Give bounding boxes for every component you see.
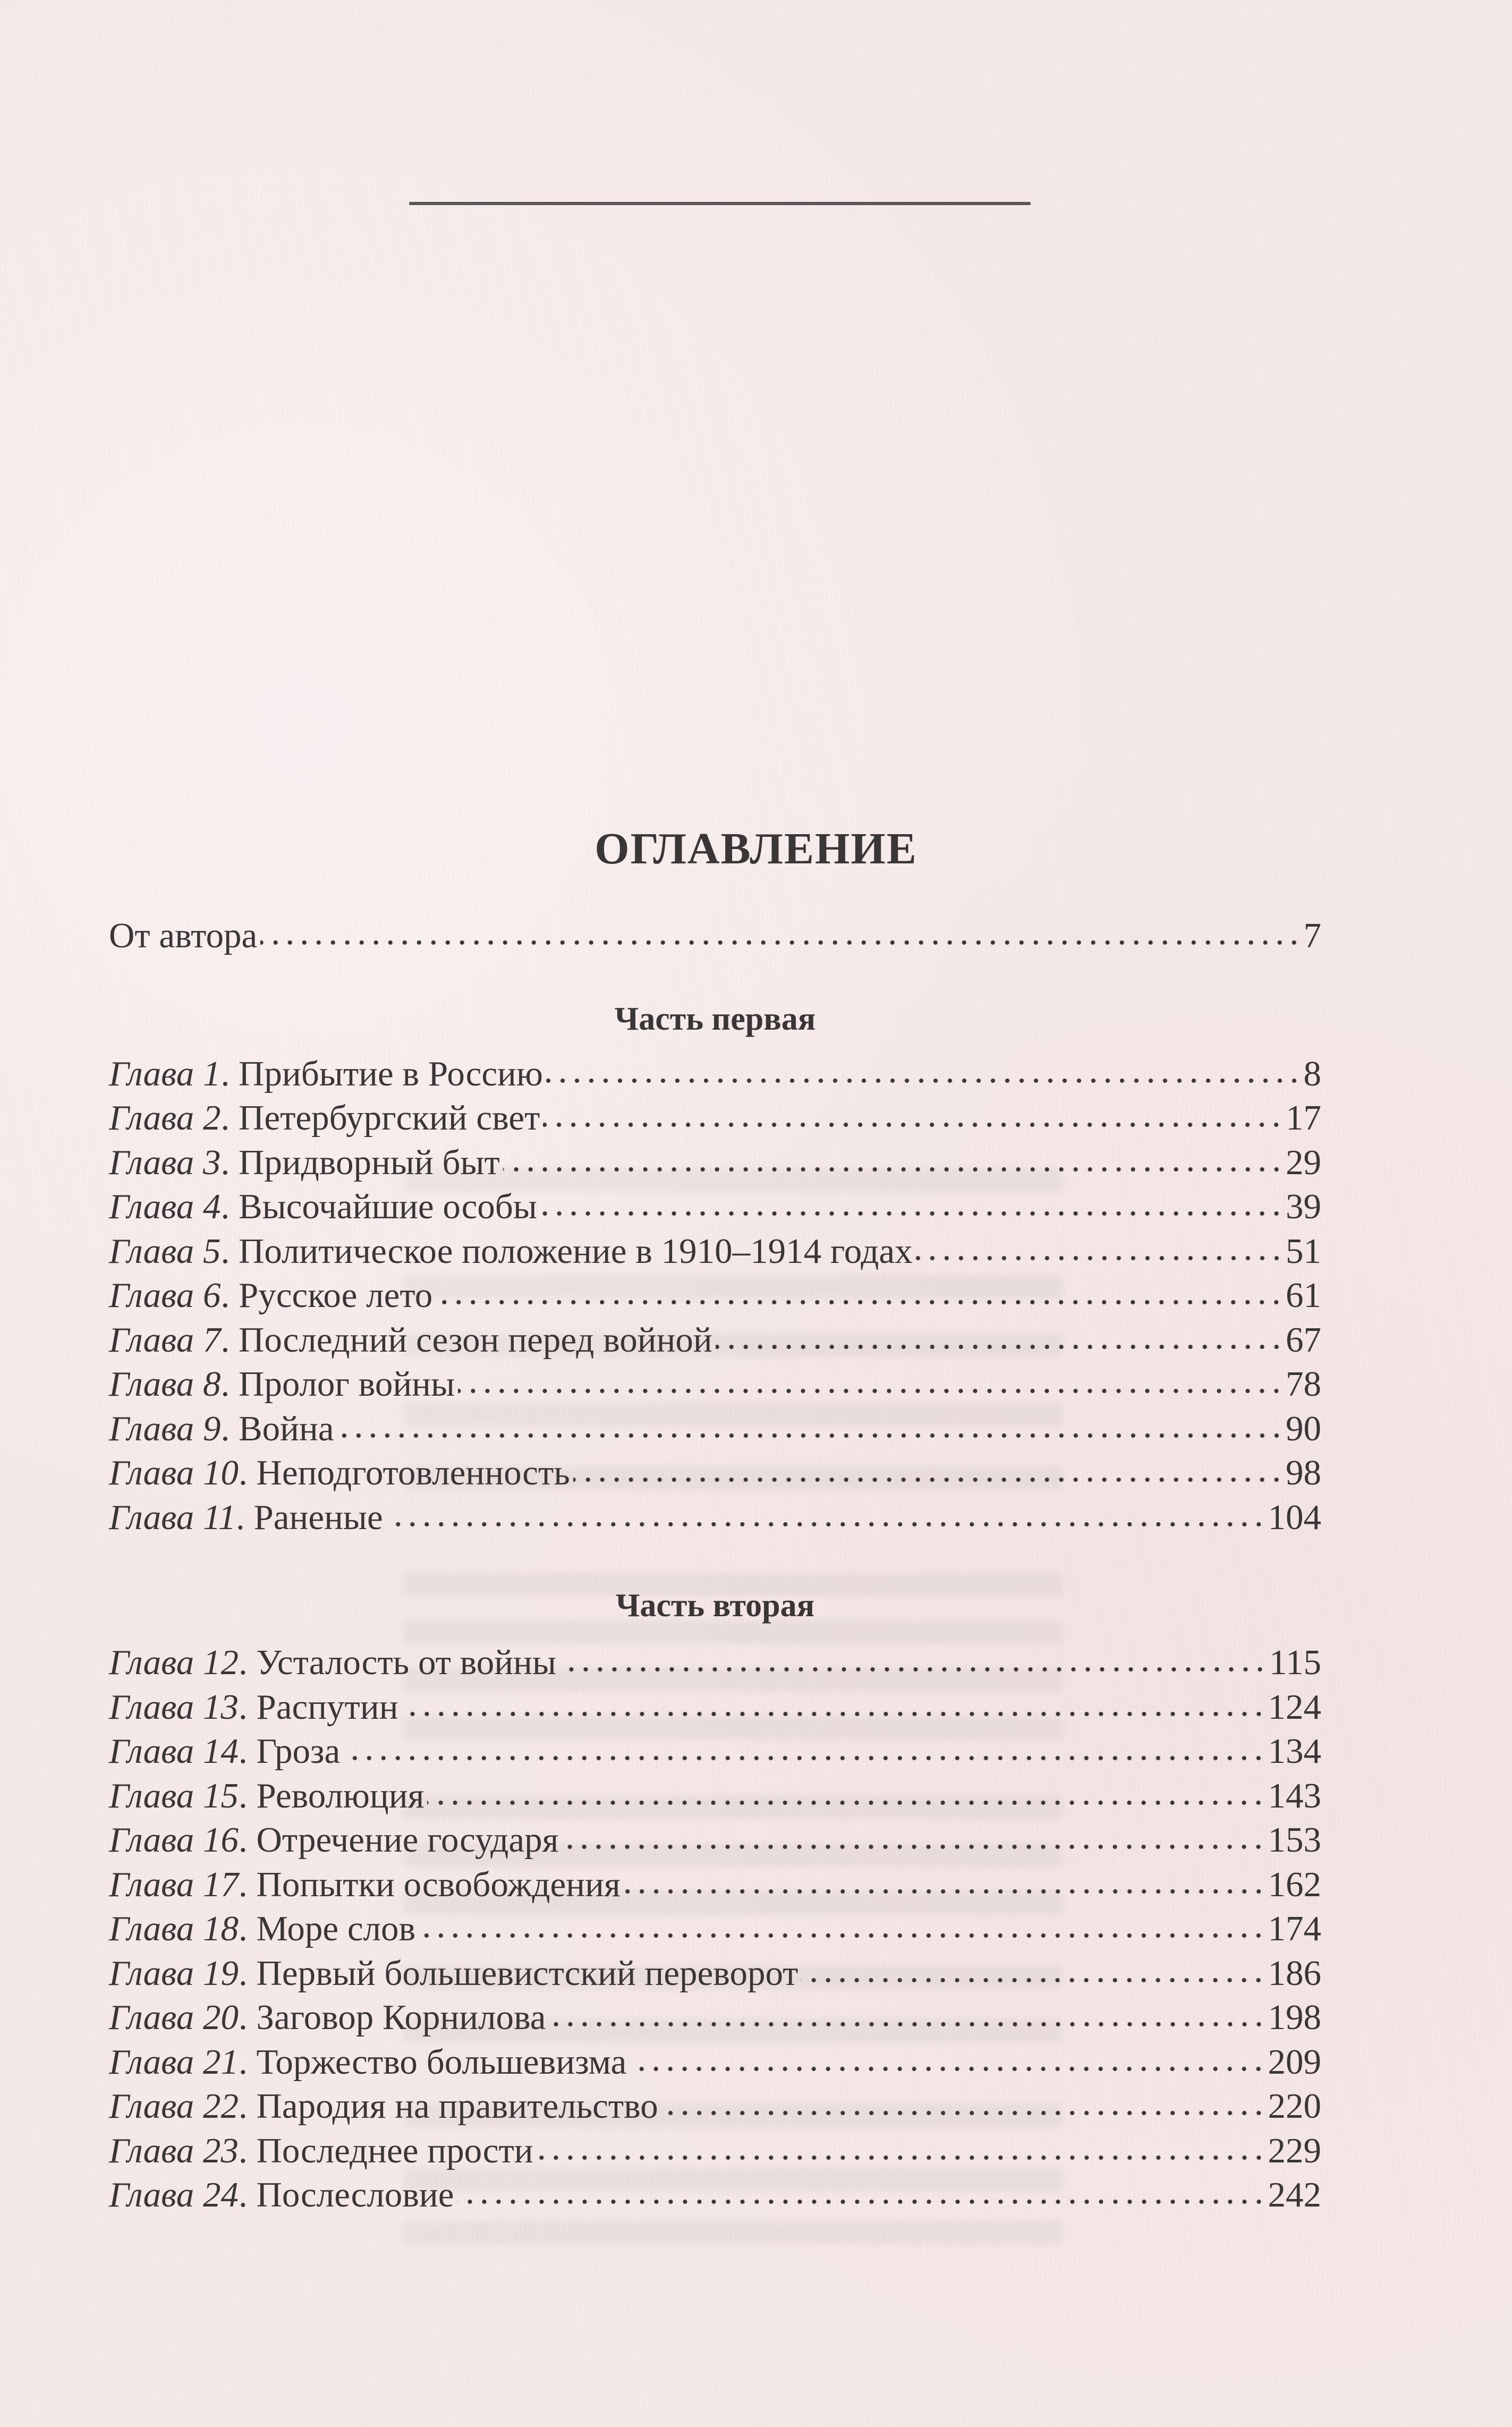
toc-entry-chapter[interactable] xyxy=(109,1451,1321,1496)
dot-leader xyxy=(427,1799,1265,1806)
dot-leader xyxy=(337,1432,1284,1439)
chapter-title: Революция xyxy=(256,1776,424,1815)
chapter-title: Война xyxy=(238,1408,334,1448)
toc-entry-label xyxy=(109,1729,340,1774)
toc-page-number: 229 xyxy=(1268,2131,1321,2170)
chapter-number: Глава 24 xyxy=(109,2175,239,2214)
toc-entry-label xyxy=(109,1818,558,1863)
chapter-title: Политическое положение в 1910–1914 годах xyxy=(238,1231,913,1271)
chapter-separator: . xyxy=(220,1054,239,1093)
toc-page-number: 153 xyxy=(1268,1820,1321,1860)
toc-entry-chapter[interactable] xyxy=(109,1274,1321,1318)
chapter-number: Глава 6 xyxy=(109,1276,221,1315)
toc-entry-chapter[interactable] xyxy=(109,1496,1321,1540)
toc-entry-label: От автора xyxy=(109,916,258,955)
dot-leader xyxy=(386,1521,1266,1528)
toc-entry-label xyxy=(109,1274,432,1318)
chapter-number: Глава 22 xyxy=(109,2086,239,2126)
chapter-number: Глава 5 xyxy=(109,1231,221,1271)
toc-entry-chapter[interactable] xyxy=(109,2173,1321,2218)
toc-entry-label xyxy=(109,1496,383,1540)
toc-entry-chapter[interactable] xyxy=(109,2040,1321,2085)
toc-entry-label xyxy=(109,2040,626,2085)
chapter-number: Глава 13 xyxy=(109,1687,239,1727)
toc-entry-label xyxy=(109,1951,798,1996)
dot-leader xyxy=(402,1710,1266,1718)
chapter-separator: . xyxy=(220,1142,239,1182)
chapter-number: Глава 4 xyxy=(109,1187,221,1226)
chapter-title: Петербургский свет xyxy=(238,1098,540,1138)
toc-entry-chapter[interactable] xyxy=(109,1318,1321,1363)
chapter-title: Гроза xyxy=(256,1732,341,1771)
toc-entry-label xyxy=(109,1685,398,1730)
chapter-separator: . xyxy=(220,1187,239,1226)
toc-entry-label xyxy=(109,1451,570,1496)
toc-entry-chapter[interactable] xyxy=(109,1141,1321,1185)
chapter-title: Пролог войны xyxy=(238,1364,455,1404)
dot-leader xyxy=(343,1754,1265,1762)
chapter-title: Последнее прости xyxy=(256,2131,533,2170)
toc-entry-chapter[interactable] xyxy=(109,1407,1321,1452)
toc-entry-label xyxy=(109,1407,334,1452)
chapter-separator: . xyxy=(238,1687,257,1727)
chapter-separator: . xyxy=(220,1231,239,1271)
toc-page-number: 7 xyxy=(1303,916,1321,955)
chapter-number: Глава 14 xyxy=(109,1732,239,1771)
toc-entry-chapter[interactable] xyxy=(109,1185,1321,1229)
toc-entry-label xyxy=(109,1774,424,1819)
dot-leader xyxy=(559,1666,1267,1673)
dot-leader xyxy=(573,1476,1284,1483)
chapter-number: Глава 16 xyxy=(109,1820,239,1860)
chapter-number: Глава 19 xyxy=(109,1953,239,1993)
chapter-title: Торжество большевизма xyxy=(256,2042,627,2082)
toc-entry-label xyxy=(109,1996,546,2040)
chapter-title: Усталость от войны xyxy=(256,1643,556,1682)
chapter-number: Глава 23 xyxy=(109,2131,239,2170)
chapter-separator: . xyxy=(238,1864,257,1904)
toc-page-number: 98 xyxy=(1286,1453,1321,1492)
toc-entry-chapter[interactable] xyxy=(109,2084,1321,2129)
chapter-separator: . xyxy=(238,1732,257,1771)
chapter-number: Глава 2 xyxy=(109,1098,221,1138)
page-title: ОГЛАВЛЕНИЕ xyxy=(594,824,918,873)
bleed-through-shadow xyxy=(404,2221,1063,2244)
dot-leader xyxy=(540,1210,1284,1217)
chapter-title: Послесловие xyxy=(256,2175,454,2214)
dot-leader xyxy=(624,1888,1266,1895)
toc-entry-chapter[interactable] xyxy=(109,1818,1321,1863)
toc-page-number: 242 xyxy=(1268,2175,1321,2214)
toc-entry-label xyxy=(109,1318,712,1363)
toc-page-number: 78 xyxy=(1286,1364,1321,1404)
chapter-title: Неподготовленность xyxy=(256,1453,570,1492)
toc-page-number: 209 xyxy=(1268,2042,1321,2082)
part-1-chapter-list xyxy=(109,1052,1321,1540)
toc-entry-label xyxy=(109,1362,455,1407)
toc-page-number: 61 xyxy=(1286,1276,1321,1315)
dot-leader xyxy=(543,1121,1284,1128)
toc-page-number: 104 xyxy=(1268,1497,1321,1537)
chapter-number: Глава 20 xyxy=(109,1998,239,2037)
chapter-title: Русское лето xyxy=(238,1276,433,1315)
chapter-separator: . xyxy=(238,2042,257,2082)
toc-entry-chapter[interactable] xyxy=(109,1774,1321,1819)
chapter-number: Глава 11 xyxy=(109,1497,236,1537)
dot-leader xyxy=(661,2109,1266,2117)
chapter-title: Море слов xyxy=(256,1909,416,1948)
chapter-title: Пародия на правительство xyxy=(256,2086,658,2126)
toc-page-number: 174 xyxy=(1268,1909,1321,1948)
dot-leader xyxy=(549,2021,1266,2028)
toc-entry-preface[interactable] xyxy=(109,914,1321,958)
chapter-number: Глава 12 xyxy=(109,1643,239,1682)
dot-leader xyxy=(436,1299,1284,1306)
chapter-separator: . xyxy=(238,2086,257,2126)
toc-entry-label xyxy=(109,2084,658,2129)
dot-leader xyxy=(716,1343,1284,1351)
chapter-number: Глава 9 xyxy=(109,1408,221,1448)
dot-leader xyxy=(503,1166,1284,1173)
toc-page-number: 198 xyxy=(1268,1998,1321,2037)
toc-entry-label xyxy=(109,1907,415,1951)
chapter-separator: . xyxy=(238,2131,257,2170)
toc-entry-chapter[interactable] xyxy=(109,1362,1321,1407)
chapter-title: Высочайшие особы xyxy=(238,1187,537,1226)
chapter-number: Глава 17 xyxy=(109,1864,239,1904)
toc-entry-chapter[interactable] xyxy=(109,1052,1321,1097)
toc-entry-label xyxy=(109,1641,556,1685)
chapter-separator: . xyxy=(238,1453,257,1492)
chapter-separator: . xyxy=(238,1776,257,1815)
chapter-number: Глава 3 xyxy=(109,1142,221,1182)
chapter-separator: . xyxy=(220,1408,239,1448)
toc-page-number: 220 xyxy=(1268,2086,1321,2126)
chapter-number: Глава 18 xyxy=(109,1909,239,1948)
dot-leader xyxy=(458,1387,1284,1395)
chapter-title: Распутин xyxy=(256,1687,398,1727)
dot-leader xyxy=(630,2065,1265,2073)
toc-entry-chapter[interactable] xyxy=(109,1863,1321,1907)
toc-page-number: 90 xyxy=(1286,1408,1321,1448)
chapter-separator: . xyxy=(220,1364,239,1404)
chapter-title: Первый большевистский переворот xyxy=(256,1953,799,1993)
dot-leader xyxy=(537,2154,1266,2161)
chapter-separator: . xyxy=(238,1998,257,2037)
toc-page-number: 29 xyxy=(1286,1142,1321,1182)
chapter-title: Придворный быт xyxy=(238,1142,500,1182)
toc-page-number: 17 xyxy=(1286,1098,1321,1138)
chapter-title: Раненые xyxy=(253,1497,383,1537)
toc-page-number: 124 xyxy=(1268,1687,1321,1727)
toc-entry-chapter[interactable] xyxy=(109,1907,1321,1951)
chapter-separator: . xyxy=(238,1909,257,1948)
dot-leader xyxy=(260,939,1301,946)
dot-leader xyxy=(801,1976,1265,1984)
toc-page-number: 134 xyxy=(1268,1732,1321,1771)
part-heading: Часть вторая xyxy=(615,1588,815,1624)
toc-page-number: 51 xyxy=(1286,1231,1321,1271)
toc-entry-chapter[interactable] xyxy=(109,1096,1321,1141)
table-of-contents xyxy=(109,914,1321,2218)
chapter-title: Отречение государя xyxy=(256,1820,559,1860)
toc-entry-chapter[interactable] xyxy=(109,1996,1321,2040)
toc-entry-chapter[interactable] xyxy=(109,1641,1321,1685)
chapter-number: Глава 8 xyxy=(109,1364,221,1404)
toc-entry-label xyxy=(109,2129,533,2174)
chapter-title: Последний сезон перед войной xyxy=(238,1320,712,1360)
chapter-separator: . xyxy=(238,1643,257,1682)
dot-leader xyxy=(916,1254,1284,1262)
chapter-separator: . xyxy=(220,1098,239,1138)
toc-page-number: 115 xyxy=(1269,1643,1321,1682)
chapter-title: Попытки освобождения xyxy=(256,1864,621,1904)
chapter-separator: . xyxy=(220,1276,239,1315)
toc-page-number: 162 xyxy=(1268,1864,1321,1904)
chapter-title: Заговор Корнилова xyxy=(256,1998,546,2037)
toc-entry-label xyxy=(109,1096,540,1141)
toc-entry-chapter[interactable] xyxy=(109,1229,1321,1274)
chapter-separator: . xyxy=(235,1497,254,1537)
chapter-number: Глава 10 xyxy=(109,1453,239,1492)
chapter-number: Глава 21 xyxy=(109,2042,239,2082)
toc-entry-label xyxy=(109,2173,454,2218)
header-rule xyxy=(409,202,1031,205)
toc-entry-chapter[interactable] xyxy=(109,2129,1321,2174)
toc-entry-label xyxy=(109,1185,537,1229)
dot-leader xyxy=(546,1077,1302,1084)
dot-leader xyxy=(457,2198,1266,2205)
chapter-separator: . xyxy=(220,1320,239,1360)
toc-page-number: 8 xyxy=(1303,1054,1321,1093)
chapter-separator: . xyxy=(238,1820,257,1860)
chapter-title: Прибытие в Россию xyxy=(238,1054,543,1093)
dot-leader xyxy=(419,1932,1265,1939)
part-heading: Часть первая xyxy=(614,1000,816,1037)
toc-entry-chapter[interactable] xyxy=(109,1951,1321,1996)
chapter-separator: . xyxy=(238,1953,257,1993)
part-2-chapter-list xyxy=(109,1641,1321,2218)
chapter-number: Глава 7 xyxy=(109,1320,221,1360)
toc-page-number: 67 xyxy=(1286,1320,1321,1360)
toc-entry-chapter[interactable] xyxy=(109,1729,1321,1774)
chapter-number: Глава 15 xyxy=(109,1776,239,1815)
toc-entry-label xyxy=(109,1052,543,1097)
toc-page-number: 39 xyxy=(1286,1187,1321,1226)
dot-leader xyxy=(562,1843,1265,1851)
toc-entry-chapter[interactable] xyxy=(109,1685,1321,1730)
toc-page-number: 186 xyxy=(1268,1953,1321,1993)
chapter-number: Глава 1 xyxy=(109,1054,221,1093)
toc-page-number: 143 xyxy=(1268,1776,1321,1815)
toc-entry-label xyxy=(109,1863,621,1907)
chapter-separator: . xyxy=(238,2175,257,2214)
toc-entry-label xyxy=(109,1141,500,1185)
toc-entry-label xyxy=(109,1229,913,1274)
